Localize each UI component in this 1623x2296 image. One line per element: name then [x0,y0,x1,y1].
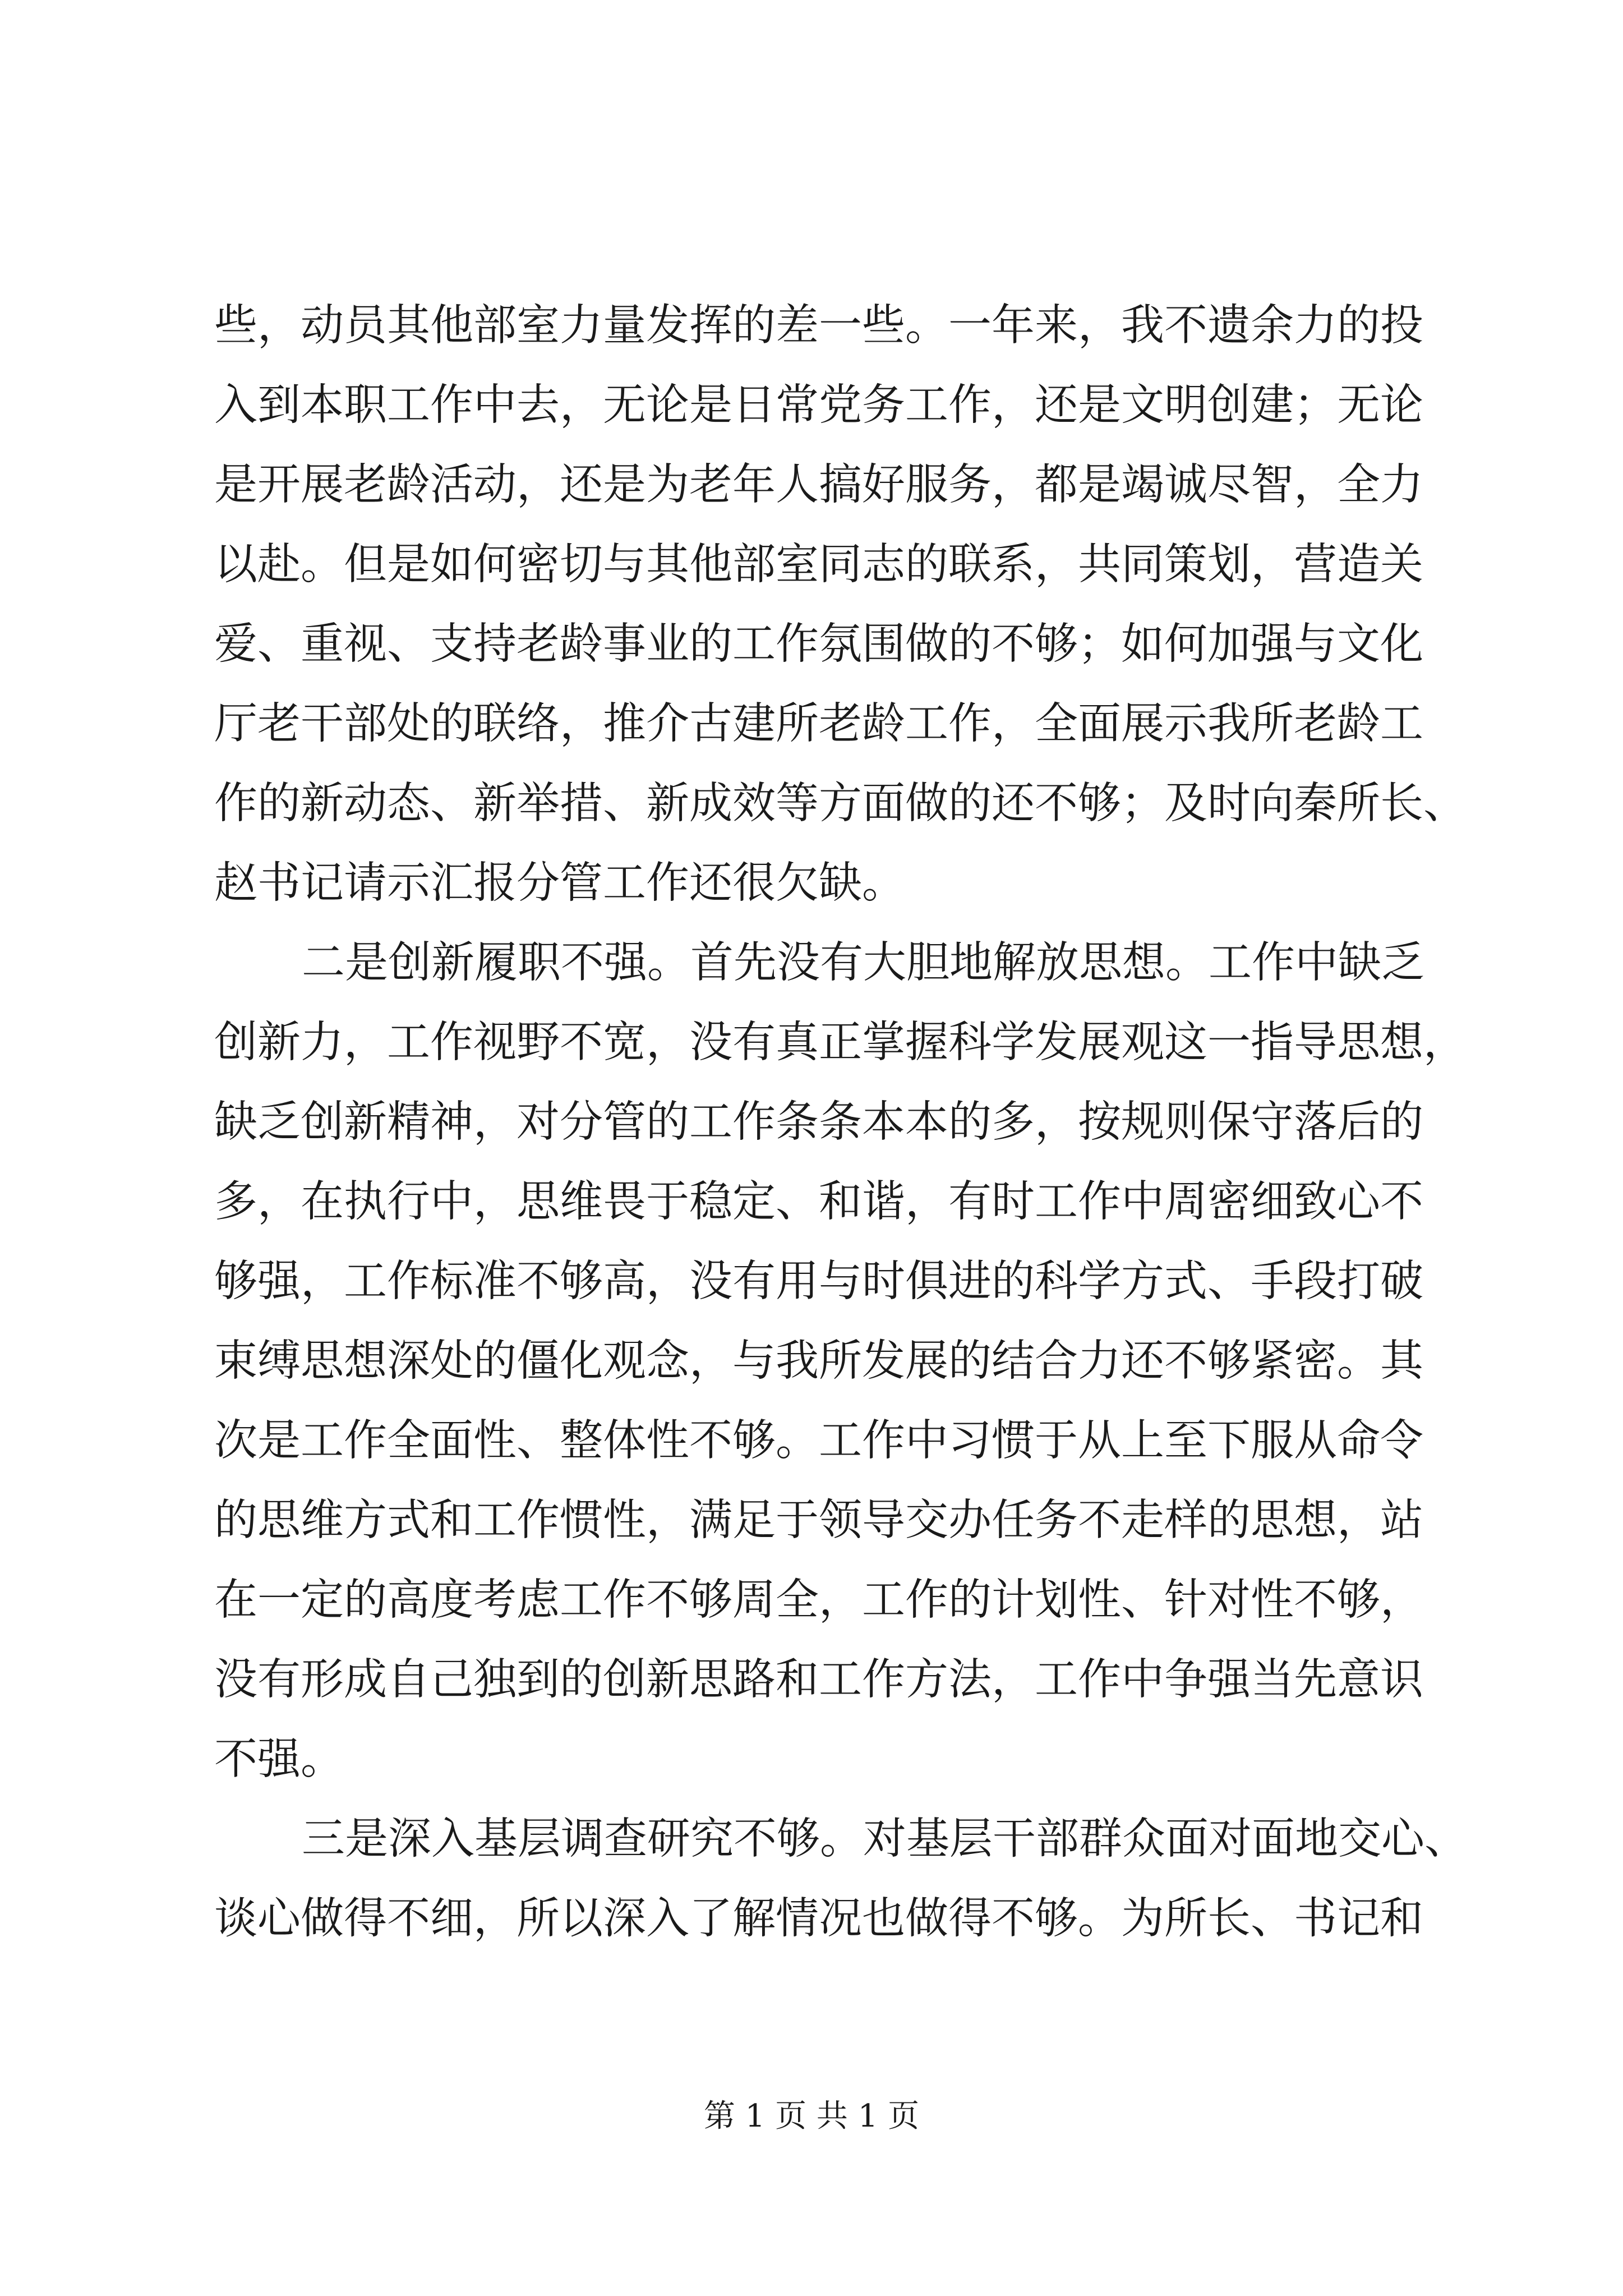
paragraph-start-line: 三是深入基层调查研究不够。对基层干部群众面对面地交心、 [302,1814,1468,1864]
text-line: 不强。 [214,1734,344,1784]
paragraph-start-line: 二是创新履职不强。首先没有大胆地解放思想。工作中缺乏 [302,938,1424,988]
page-footer [0,2091,1623,2136]
text-line: 些，动员其他部室力量发挥的差一些。一年来，我不遗余力的投 [214,301,1423,351]
text-line: 次是工作全面性、整体性不够。工作中习惯于从上至下服从命令 [214,1416,1423,1466]
text-line: 够强，工作标准不够高，没有用与时俱进的科学方式、手段打破 [214,1257,1423,1306]
text-line: 是开展老龄活动，还是为老年人搞好服务，都是竭诚尽智，全力 [214,460,1423,510]
text-line: 厅老干部处的联络，推介古建所老龄工作，全面展示我所老龄工 [214,699,1423,749]
text-line: 在一定的高度考虑工作不够周全，工作的计划性、针对性不够， [214,1575,1423,1625]
text-line: 谈心做得不细，所以深入了解情况也做得不够。为所长、书记和 [214,1894,1423,1944]
text-line: 的思维方式和工作惯性，满足于领导交办任务不走样的思想，站 [214,1496,1423,1545]
text-line: 缺乏创新精神，对分管的工作条条本本的多，按规则保守落后的 [214,1097,1423,1147]
text-line: 创新力，工作视野不宽，没有真正掌握科学发展观这一指导思想， [214,1018,1467,1068]
text-line: 入到本职工作中去，无论是日常党务工作，还是文明创建；无论 [214,380,1423,430]
text-line: 作的新动态、新举措、新成效等方面做的还不够；及时向秦所长、 [214,779,1467,829]
text-line: 爱、重视、支持老龄事业的工作氛围做的不够；如何加强与文化 [214,619,1423,669]
text-line: 没有形成自己独到的创新思路和工作方法，工作中争强当先意识 [214,1655,1423,1705]
page-number-label: 第 1 页 共 1 页 [703,2098,920,2134]
text-line: 束缚思想深处的僵化观念，与我所发展的结合力还不够紧密。其 [214,1336,1423,1386]
document-body [214,286,1468,1959]
text-line: 多，在执行中，思维畏于稳定、和谐，有时工作中周密细致心不 [214,1177,1423,1227]
text-line: 赵书记请示汇报分管工作还很欠缺。 [214,858,905,908]
text-line: 以赴。但是如何密切与其他部室同志的联系，共同策划，营造关 [214,540,1423,590]
